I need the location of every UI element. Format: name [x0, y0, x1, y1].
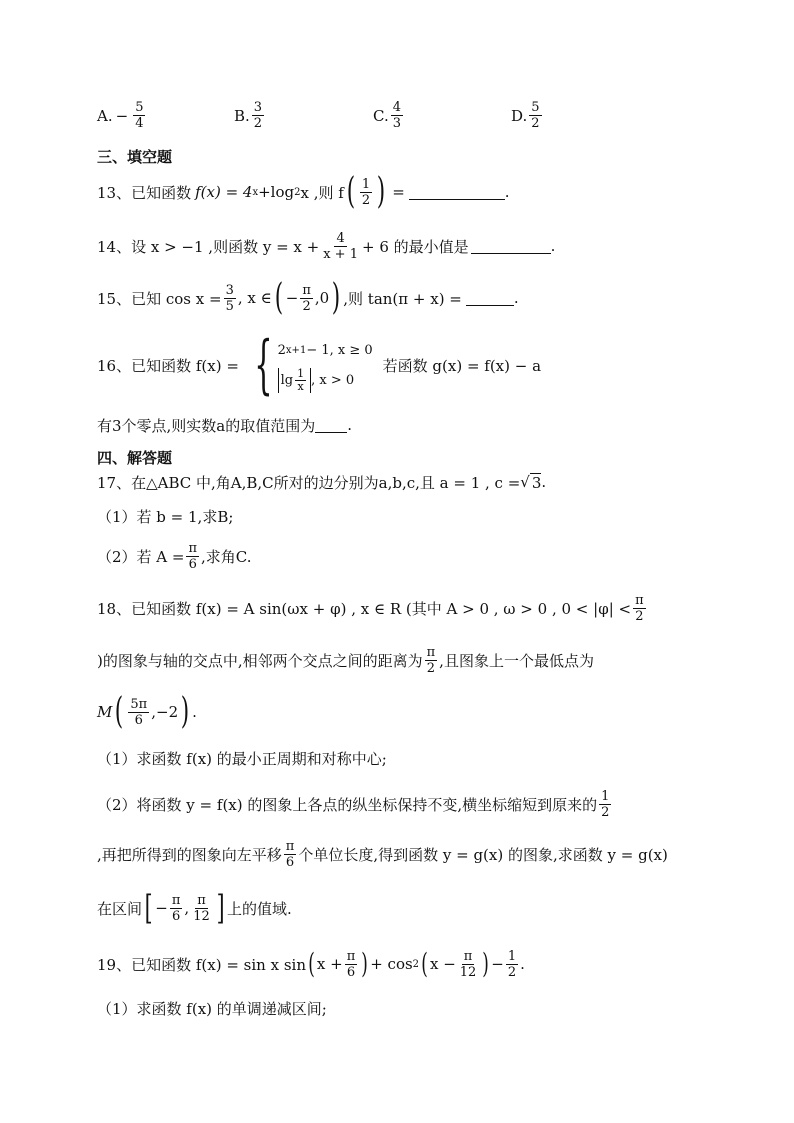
paren: )	[332, 277, 341, 318]
choice-a: A. − $\frac{5}{4}$	[97, 100, 144, 131]
question-13: 13、已知函数 f(x) = 4 x +log 2 x ,则 f ( $\frac{1}{2}$ ) = .	[97, 171, 510, 212]
question-16-continued: 有3个零点,则实数a的取值范围为 .	[97, 416, 353, 435]
question-18-line-2: )的图象与轴的交点中,相邻两个交点之间的距离为 $\frac{\pi}{2}$ ,且图象上一个最低点为	[97, 644, 594, 676]
question-18-part-2: （2）将函数 y = f(x) 的图象上各点的纵坐标保持不变,横坐标缩短到原来的 $\frac{1}{2}$	[97, 788, 610, 820]
fraction: $\frac{\pi}{12}$	[459, 948, 477, 980]
bracket: ]	[216, 888, 225, 928]
fraction: $\frac{1}{2}$	[601, 788, 610, 820]
brace: {	[254, 328, 273, 402]
piecewise-function	[243, 328, 373, 402]
bracket: [	[144, 888, 153, 928]
fraction: $\frac{5\pi}{6}$	[130, 696, 148, 728]
fraction: $\frac{3}{5}$	[225, 282, 234, 314]
question-16: 16、已知函数 f(x) = { 2 x+1 − 1, x ≥ 0 lg $\frac{1}{x}$ , x > 0 若函数 g(x) = f(x) − a	[97, 328, 542, 402]
fraction: $\frac{\pi}{6}$	[188, 540, 198, 572]
paren: (	[346, 171, 356, 212]
choice-c: C. $\frac{4}{3}$	[373, 100, 401, 131]
question-17: 17、在△ABC 中,角A,B,C所对的边分别为a,b,c,且 a = 1 , c = √ 3 .	[97, 473, 547, 492]
question-18-part-2-line-3: 在区间 [ − $\frac{\pi}{6}$ , $\frac{\pi}{12}$ ] 上的值域.	[97, 888, 292, 928]
fraction: $\frac{\pi}{6}$	[346, 948, 356, 980]
question-18-part-1: （1）求函数 f(x) 的最小正周期和对称中心;	[97, 749, 387, 768]
question-17-part-1: （1）若 b = 1,求B;	[97, 507, 234, 526]
fraction: $\frac{5}{2}$	[531, 100, 540, 131]
answer-blank[interactable]	[409, 185, 505, 200]
fraction: $\frac{\pi}{6}$	[171, 892, 181, 924]
fraction: $\frac{5}{4}$	[135, 100, 144, 131]
case-1: 2 x+1 − 1, x ≥ 0	[277, 342, 373, 358]
fraction: $\frac{\pi}{6}$	[285, 838, 295, 870]
fraction: $\frac{1}{2}$	[507, 948, 517, 980]
question-18-line-3: M ( $\frac{5\pi}{6}$ ,−2 ) .	[97, 691, 197, 732]
paren: )	[180, 691, 190, 732]
choice-b: B. $\frac{3}{2}$	[234, 100, 263, 131]
paren: (	[115, 691, 124, 732]
paren: (	[421, 947, 428, 980]
question-18: 18、已知函数 f(x) = A sin(ωx + φ) , x ∈ R (其中 A > 0 , ω > 0 , 0 < |φ| < $\frac{\pi}{2}$	[97, 592, 644, 624]
fraction: $\frac{1}{2}$	[361, 176, 371, 208]
question-14: 14、设 x > −1 ,则函数 y = x + $\frac{4}{x + 1}$ + 6 的最小值是 .	[97, 230, 556, 262]
fraction: $\frac{4}{x + 1}$	[323, 230, 358, 262]
paren: )	[376, 171, 386, 212]
fraction: $\frac{4}{3}$	[392, 100, 401, 131]
paren: )	[361, 947, 369, 980]
sqrt-icon: √	[520, 473, 530, 491]
fraction: $\frac{3}{2}$	[253, 100, 263, 131]
answer-blank[interactable]	[315, 418, 347, 433]
fraction: $\frac{\pi}{12}$	[193, 892, 210, 924]
choice-d: D. $\frac{5}{2}$	[511, 100, 540, 131]
question-19: 19、已知函数 f(x) = sin x sin ( x + $\frac{\pi}{6}$ ) + cos 2 ( x − $\frac{\pi}{12}$ ) − $\frac{1}{2}$ .	[97, 947, 525, 980]
paren: (	[274, 277, 283, 318]
section-heading-solutions: 四、解答题	[97, 449, 173, 467]
paren: )	[482, 947, 490, 980]
fraction: $\frac{\pi}{2}$	[302, 282, 311, 314]
question-17-part-2: （2）若 A = $\frac{\pi}{6}$ ,求角C.	[97, 540, 252, 572]
paren: (	[308, 947, 315, 980]
answer-blank[interactable]	[471, 239, 551, 254]
fraction: $\frac{\pi}{2}$	[426, 644, 436, 676]
answer-blank[interactable]	[466, 291, 514, 306]
question-18-part-2-line-2: ,再把所得到的图象向左平移 $\frac{\pi}{6}$ 个单位长度,得到函数 y = g(x) 的图象,求函数 y = g(x)	[97, 838, 668, 870]
question-15: 15、已知 cos x = $\frac{3}{5}$ , x ∈ ( − $\frac{\pi}{2}$ ,0 ) ,则 tan(π + x) = .	[97, 277, 519, 318]
section-heading-fill-in: 三、填空题	[97, 148, 173, 166]
case-2: lg $\frac{1}{x}$ , x > 0	[278, 365, 373, 395]
fraction: $\frac{\pi}{2}$	[635, 592, 644, 624]
question-19-part-1: （1）求函数 f(x) 的单调递减区间;	[97, 999, 327, 1018]
